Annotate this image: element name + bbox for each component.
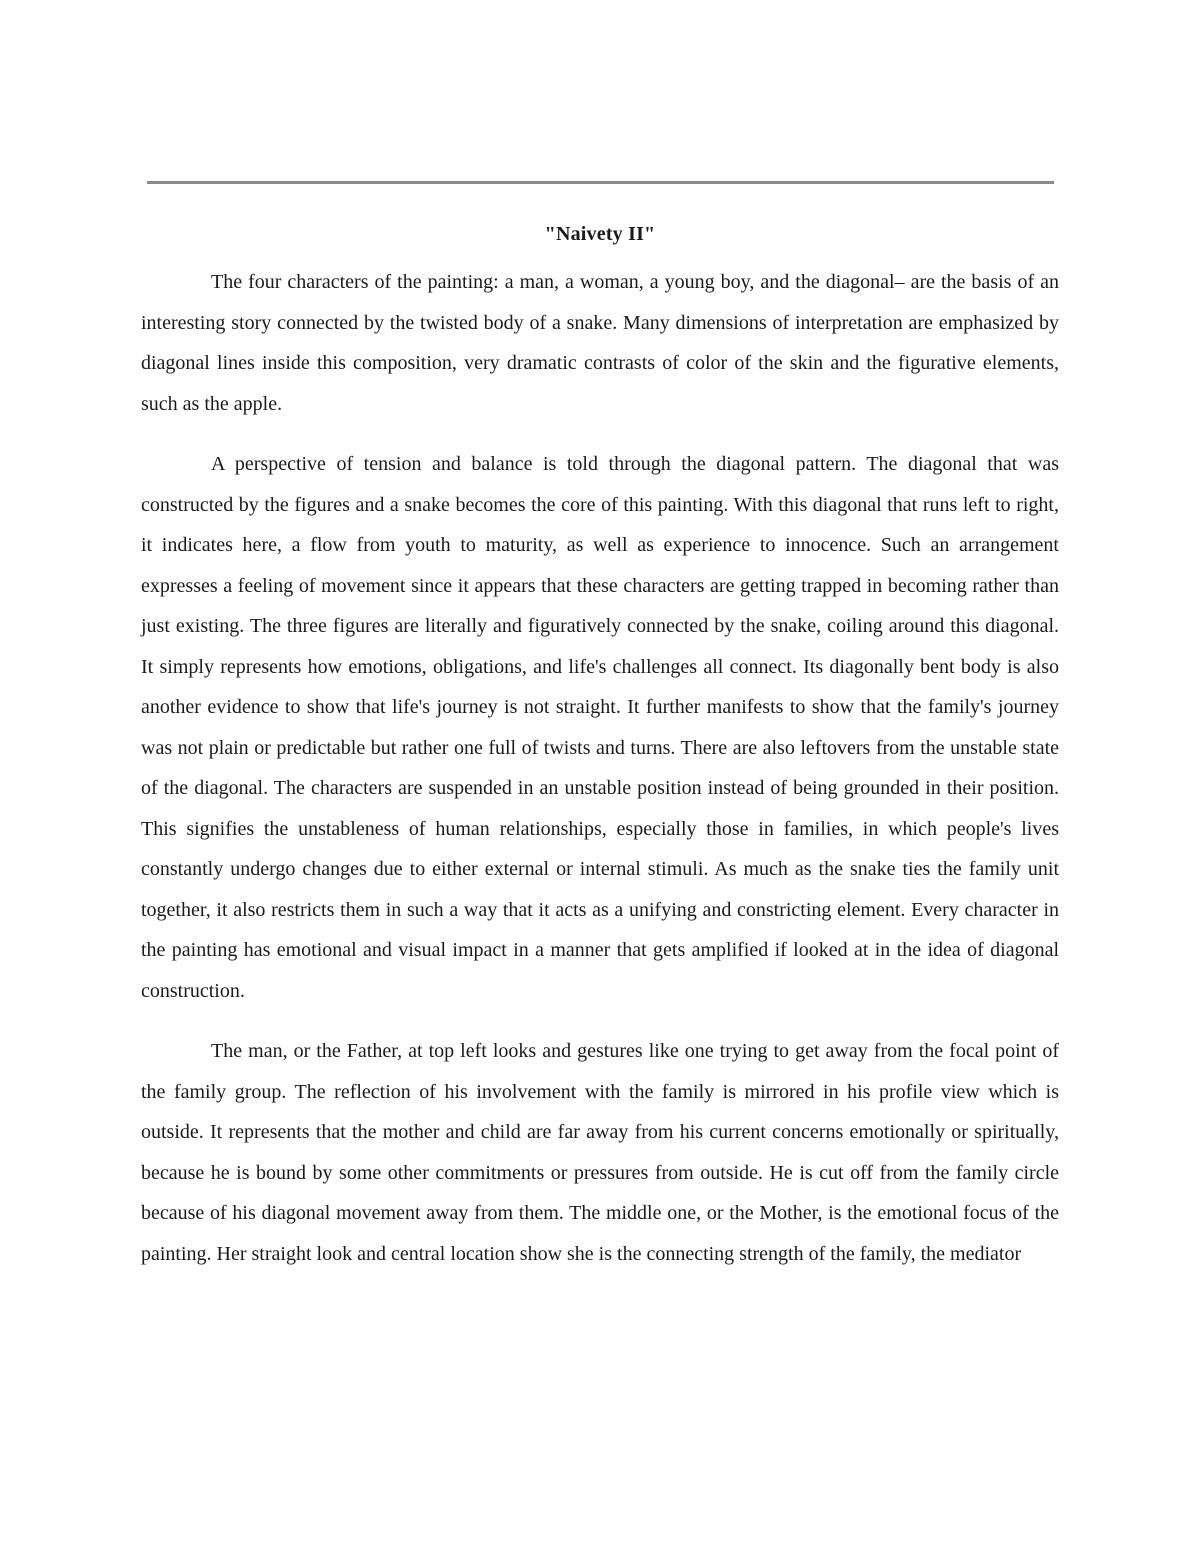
paragraph-2: A perspective of tension and balance is told through the diagonal pattern. The diagonal that was constructed by the figures and a snake becomes the core of this painting. With this diagonal that runs left to right, it indicates here, a flow from youth to maturity, as well as experience to innocence. Such an arrangement expresses a feeling of movement since it appears that these characters are getting trapped in becoming rather than just existing. The three figures are literally and figuratively connected by the snake, coiling around this diagonal. It simply represents how emotions, obligations, and life's challenges all connect. Its diagonally bent body is also another evidence to show that life's journey is not straight. It further manifests to show that the family's journey was not plain or predictable but rather one full of twists and turns. There are also leftovers from the unstable state of the diagonal. The characters are suspended in an unstable position instead of being grounded in their position. This signifies the unstableness of human relationships, especially those in families, in which people's lives constantly undergo changes due to either external or internal stimuli. As much as the snake ties the family unit together, it also restricts them in such a way that it acts as a unifying and constricting element. Every character in the painting has emotional and visual impact in a manner that gets amplified if looked at in the idea of diagonal construction. (141, 453, 1059, 1002)
document-title: "Naivety II" (544, 223, 656, 245)
header-rule (147, 181, 1054, 184)
paragraph-3: The man, or the Father, at top left looks and gestures like one trying to get away from the focal point of the family group. The reflection of his involvement with the family is mirrored in his profile view which is outside. It represents that the mother and child are far away from his current concerns emotionally or spiritually, because he is bound by some other commitments or pressures from outside. He is cut off from the family circle because of his diagonal movement away from them. The middle one, or the Mother, is the emotional focus of the painting. Her straight look and central location show she is the connecting strength of the family, the mediator (141, 1040, 1059, 1265)
paragraph-1: The four characters of the painting: a man, a woman, a young boy, and the diagonal– are the basis of an interesting story connected by the twisted body of a snake. Many dimensions of interpretation are emphasized by diagonal lines inside this composition, very dramatic contrasts of color of the skin and the figurative elements, such as the apple. (141, 271, 1059, 415)
document-body (141, 214, 1059, 1294)
